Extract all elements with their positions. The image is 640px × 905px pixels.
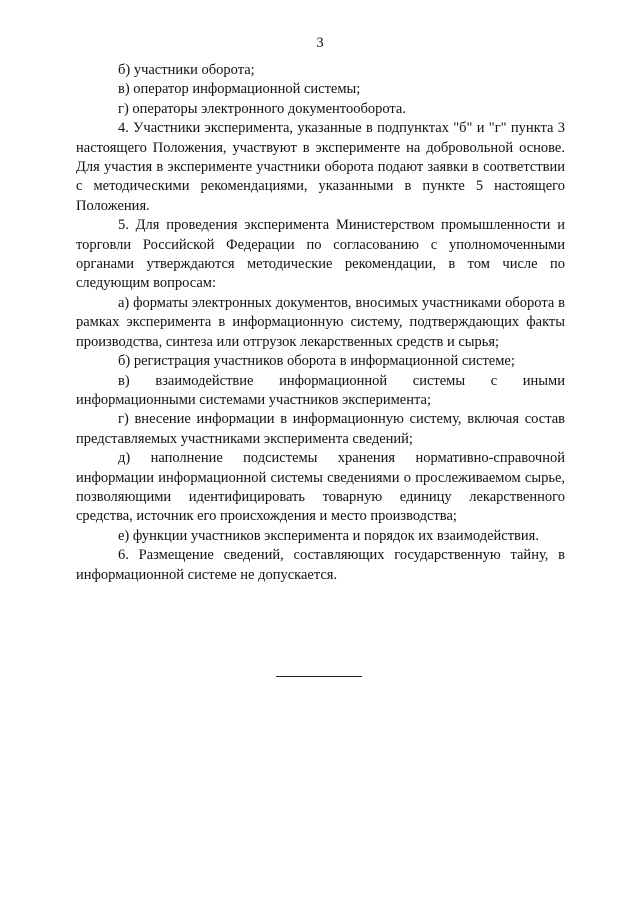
document-body — [76, 61, 565, 585]
subclause-b-registration: б) регистрация участников оборота в информационной системе; — [118, 353, 515, 370]
end-divider-line — [276, 676, 362, 677]
subclause-v-interaction: в) взаимодействие информационной системы с иными информационными системами участников эксперимента; — [76, 372, 565, 408]
subclause-d-reference-data: д) наполнение подсистемы хранения нормативно-справочной информации информационной системы сведениями о прослеживаемом сырье, позволяющими идентифицировать товарную единицу лекарственного средства, источник его происхождения и место производства; — [76, 450, 565, 525]
list-item-b-participants: б) участники оборота; — [118, 62, 255, 78]
clause-5-paragraph: 5. Для проведения эксперимента Министерством промышленности и торговли Российской Федерации по согласованию с уполномоченными органами утверждаются методические рекомендации, в том числе по следующим вопросам: — [76, 217, 565, 292]
list-item-g-edo-operators: г) операторы электронного документооборота. — [118, 100, 406, 117]
clause-6-paragraph: 6. Размещение сведений, составляющих государственную тайну, в информационной системе не допускается. — [76, 547, 565, 583]
subclause-e-participant-functions: е) функции участников эксперимента и порядок их взаимодействия. — [118, 527, 539, 544]
page-number: 3 — [316, 35, 324, 51]
subclause-g-information-entry: г) внесение информации в информационную систему, включая состав представляемых участниками эксперимента сведений; — [76, 411, 565, 447]
clause-4-paragraph: 4. Участники эксперимента, указанные в подпунктах "б" и "г" пункта 3 настоящего Положения, участвуют в эксперименте на добровольной основе. Для участия в эксперименте участники оборота подают заявки в соответствии с методическими рекомендациями, указанными в пункте 5 настоящего Положения. — [76, 120, 565, 214]
subclause-a-formats: а) форматы электронных документов, вносимых участниками оборота в рамках эксперимента в информационную систему, подтверждающих факты производства, синтеза или отгрузок лекарственных средств и сырья; — [76, 294, 565, 350]
list-item-v-operator: в) оператор информационной системы; — [118, 81, 361, 98]
